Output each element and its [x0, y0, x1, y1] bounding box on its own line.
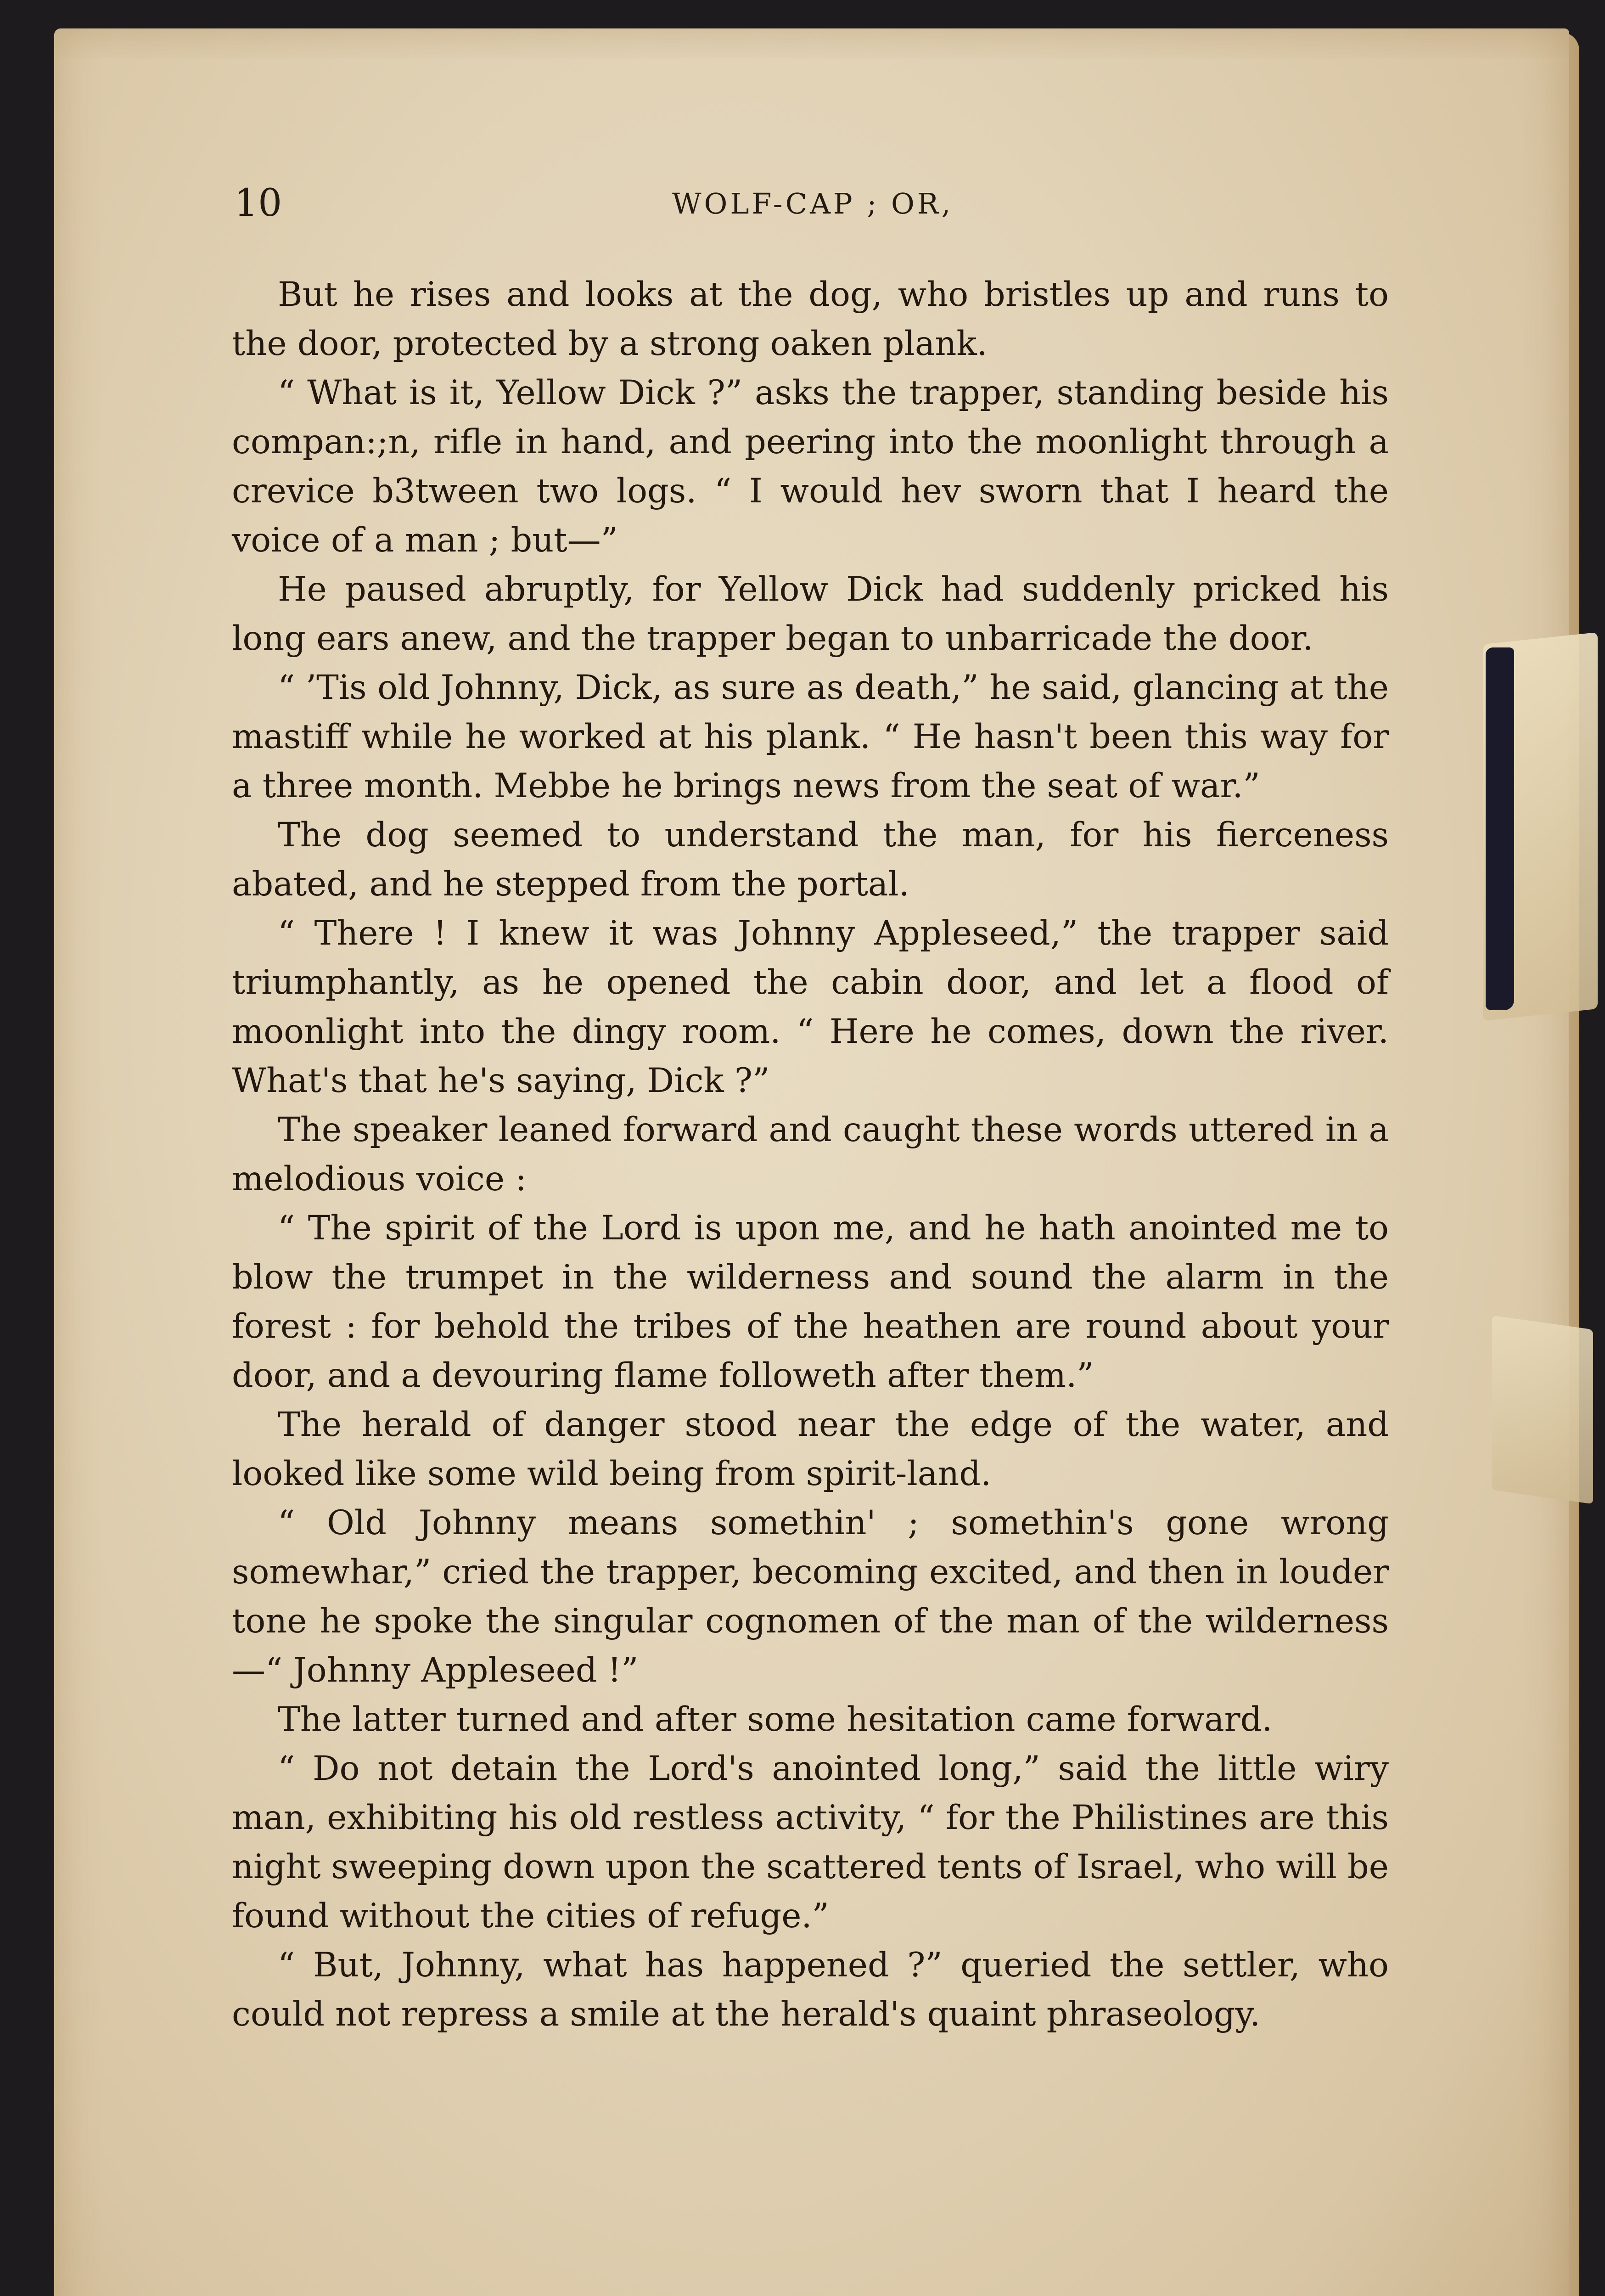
binding-tape-lower	[1492, 1316, 1593, 1504]
paragraph: The speaker leaned forward and caught these words uttered in a melodious voice :	[232, 1110, 1389, 1199]
page-number: 10	[234, 181, 282, 225]
page-header	[234, 181, 1391, 236]
binding-ink-mark	[1486, 647, 1514, 1010]
paragraph: The dog seemed to understand the man, for his fierceness abated, and he stepped from the portal.	[232, 816, 1389, 904]
paragraph: “ Old Johnny means somethin' ; somethin's gone wrong somewhar,” cried the trapper, becoming excited, and then in louder tone he spoke the singular cognomen of the man of the wilderness—“ Johnny Appleseed !”	[232, 1503, 1389, 1690]
paragraph: “ ’Tis old Johnny, Dick, as sure as death,” he said, glancing at the mastiff while he worked at his plank. “ He hasn't been this way for a three month. Mebbe he brings news from the seat of war.”	[232, 668, 1389, 805]
paragraph: The latter turned and after some hesitation came forward.	[278, 1700, 1273, 1739]
running-head: WOLF-CAP ; OR,	[672, 187, 954, 220]
paragraph: “ But, Johnny, what has happened ?” queried the settler, who could not repress a smile at the herald's quaint phraseology.	[232, 1946, 1389, 2034]
paragraph: “ The spirit of the Lord is upon me, and he hath anointed me to blow the trumpet in the wilderness and sound the alarm in the forest : for behold the tribes of the heathen are round about your door, and a devouring flame followeth after them.”	[232, 1209, 1389, 1395]
paragraph: “ What is it, Yellow Dick ?” asks the trapper, standing beside his compan:;n, rifle in hand, and peering into the moonlight through a crevice b3tween two logs. “ I would hev sworn that I heard the voice of a man ; but—”	[232, 373, 1389, 560]
paragraph: “ There ! I knew it was Johnny Appleseed,” the trapper said triumphantly, as he opened the cabin door, and let a flood of moonlight into the dingy room. “ Here he comes, down the river. What's that he's saying, Dick ?”	[232, 914, 1389, 1100]
paragraph: The herald of danger stood near the edge of the water, and looked like some wild being from spirit-land.	[232, 1405, 1389, 1493]
paragraph: But he rises and looks at the dog, who bristles up and runs to the door, protected by a strong oaken plank.	[232, 275, 1389, 363]
paragraph: He paused abruptly, for Yellow Dick had suddenly pricked his long ears anew, and the trapper began to unbarricade the door.	[232, 570, 1389, 658]
body-text	[232, 270, 1389, 2039]
paragraph: “ Do not detain the Lord's anointed long,” said the little wiry man, exhibiting his old restless activity, “ for the Philistines are this night sweeping down upon the scattered tents of Israel, who will be found without the cities of refuge.”	[232, 1749, 1389, 1936]
